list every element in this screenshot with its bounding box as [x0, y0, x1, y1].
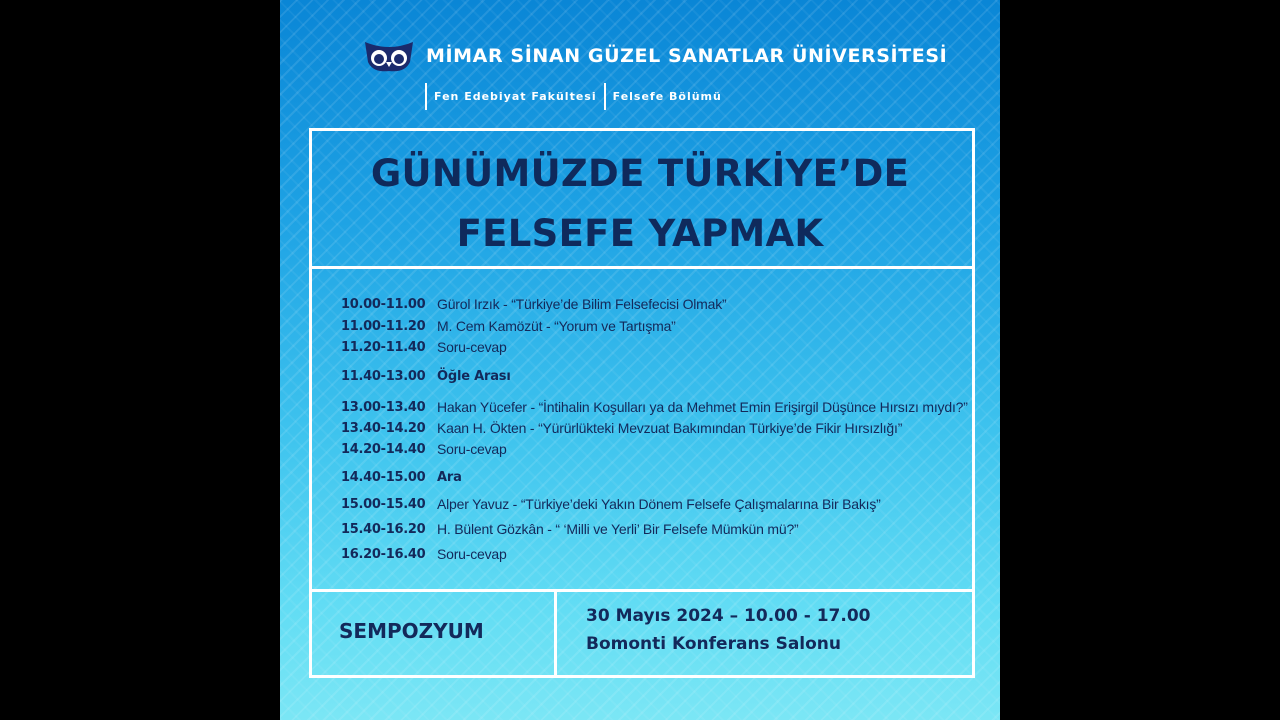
- program-row: [341, 337, 507, 357]
- program-desc: Hakan Yücefer - “İntihalin Koşulları ya da Mehmet Emin Erişirgil Düşünce Hırsızı mıydı?”: [437, 399, 968, 415]
- program-desc: Soru-cevap: [437, 339, 507, 355]
- program-row: [341, 467, 462, 487]
- program-row: [341, 519, 799, 539]
- program-desc: H. Bülent Gözkân - “ ‘Milli ve Yerli’ Bir Felsefe Mümkün mü?”: [437, 521, 799, 537]
- program-desc: Ara: [437, 469, 462, 485]
- program-time: 13.40-14.20: [341, 420, 426, 436]
- program-row: [341, 544, 507, 564]
- program-row: [341, 316, 676, 336]
- program-time: 11.40-13.00: [341, 368, 426, 384]
- program-row: [341, 439, 507, 459]
- faculty-department-line: [425, 82, 729, 110]
- program-time: 11.20-11.40: [341, 339, 426, 355]
- event-info-divider: [554, 592, 557, 675]
- program-row: [341, 418, 902, 438]
- event-type-label: SEMPOZYUM: [339, 619, 484, 643]
- department-name: Felsefe Bölümü: [612, 89, 722, 103]
- program-desc: Alper Yavuz - “Türkiye’deki Yakın Dönem Felsefe Çalışmalarına Bir Bakış”: [437, 496, 881, 512]
- program-time: 15.40-16.20: [341, 521, 426, 537]
- program-desc: Soru-cevap: [437, 546, 507, 562]
- event-venue: Bomonti Konferans Salonu: [586, 634, 842, 654]
- program-time: 14.40-15.00: [341, 469, 426, 485]
- title-line-1: GÜNÜMÜZDE TÜRKİYE’DE: [370, 152, 910, 195]
- program-row: [341, 397, 968, 417]
- program-desc: M. Cem Kamözüt - “Yorum ve Tartışma”: [437, 318, 676, 334]
- program-desc: Gürol Irzık - “Türkiye’de Bilim Felsefecisi Olmak”: [437, 296, 727, 312]
- program-time: 11.00-11.20: [341, 318, 426, 334]
- program-time: 13.00-13.40: [341, 399, 426, 415]
- title-line-2: FELSEFE YAPMAK: [456, 212, 824, 255]
- event-poster: [280, 0, 1000, 720]
- university-name: MİMAR SİNAN GÜZEL SANATLAR ÜNİVERSİTESİ: [426, 45, 948, 67]
- program-row: [341, 494, 881, 514]
- event-date-time: 30 Mayıs 2024 – 10.00 - 17.00: [586, 606, 871, 626]
- program-desc: Kaan H. Ökten - “Yürürlükteki Mevzuat Bakımından Türkiye’de Fikir Hırsızlığı”: [437, 420, 903, 436]
- program-desc: Öğle Arası: [437, 368, 511, 384]
- program-time: 10.00-11.00: [341, 296, 426, 312]
- program-row: [341, 294, 727, 314]
- program-time: 15.00-15.40: [341, 496, 426, 512]
- program-row: [341, 366, 511, 386]
- program-time: 16.20-16.40: [341, 546, 426, 562]
- program-time: 14.20-14.40: [341, 441, 426, 457]
- owl-logo-icon: [363, 40, 415, 74]
- faculty-name: Fen Edebiyat Fakültesi: [434, 89, 597, 103]
- program-desc: Soru-cevap: [437, 441, 507, 457]
